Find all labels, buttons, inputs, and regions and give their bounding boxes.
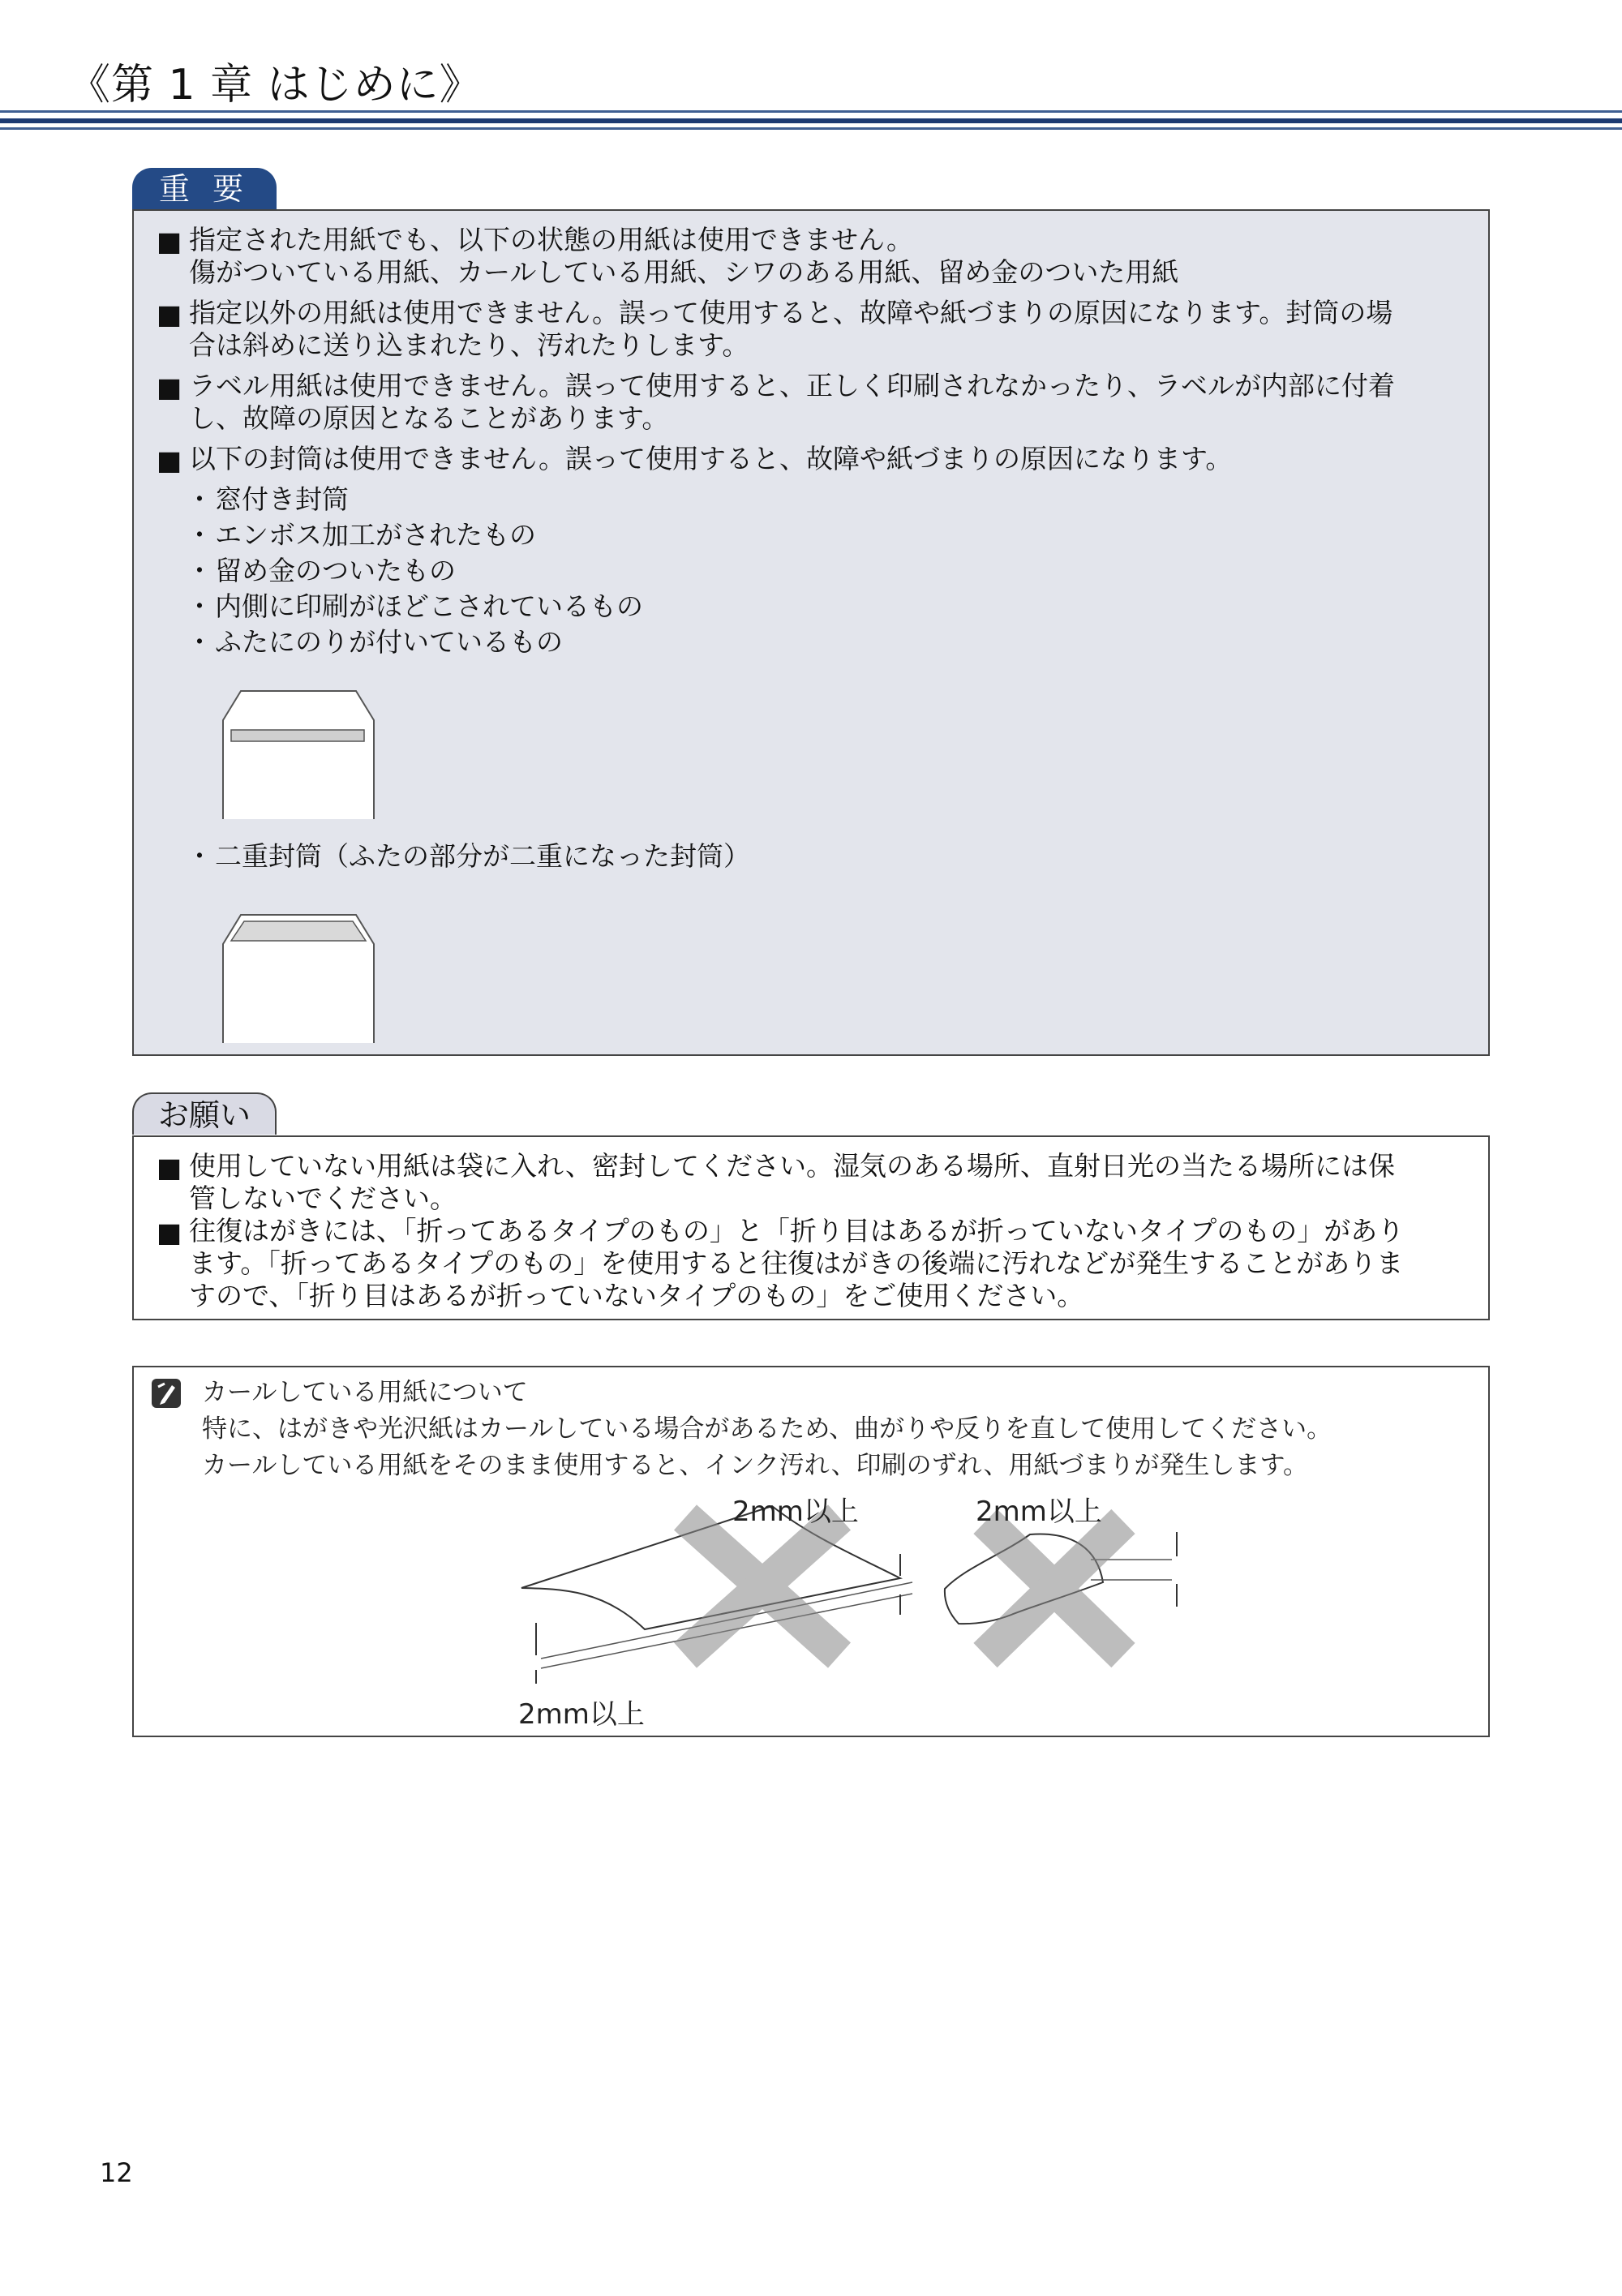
sub-item-6 <box>184 840 750 873</box>
sub-item-text: 窓付き封筒 <box>215 483 349 515</box>
sub-item-text: 二重封筒（ふたの部分が二重になった封筒） <box>215 840 750 872</box>
sub-item-text: 内側に印刷がほどこされているもの <box>215 590 643 622</box>
important-item-3-line-2: し、故障の原因となることがあります。 <box>189 402 669 434</box>
sub-item-5 <box>184 626 563 659</box>
curl-measure-label-top-right: 2mm以上 <box>976 1496 1102 1528</box>
important-item-1 <box>157 224 1470 289</box>
note-line-1: 特に、はがきや光沢紙はカールしている場合があるため、曲がりや反りを直して使用してください。 <box>202 1414 1332 1444</box>
sub-item-marker: ・ <box>186 626 213 658</box>
header-rule-middle <box>0 118 1622 123</box>
important-item-1-line-2: 傷がついている用紙、カールしている用紙、シワのある用紙、留め金のついた用紙 <box>189 256 1179 288</box>
sub-item-text: ふたにのりが付いているもの <box>215 626 563 658</box>
sub-item-marker: ・ <box>186 555 213 586</box>
important-tab: 重 要 <box>132 168 277 210</box>
memo-pencil-icon <box>152 1379 181 1408</box>
request-item-1-line-2: 管しないでください。 <box>189 1182 457 1214</box>
important-item-1-line-1: 指定された用紙でも、以下の状態の用紙は使用できません。 <box>189 224 913 255</box>
request-item-1-line-1: 使用していない用紙は袋に入れ、密封してください。湿気のある場所、直射日光の当たる場所には保 <box>189 1150 1395 1182</box>
sub-item-marker: ・ <box>186 483 213 515</box>
important-item-2 <box>157 297 1470 362</box>
important-item-4 <box>157 443 1470 475</box>
bullet-square: ■ <box>157 371 182 403</box>
important-item-3 <box>157 370 1470 435</box>
request-box <box>132 1135 1490 1320</box>
chapter-title: 《第 1 章 はじめに》 <box>68 61 483 109</box>
request-item-2-line-1: 往復はがきには、「折ってあるタイプのもの」と「折り目はあるが折っていないタイプのもの」があり <box>189 1215 1405 1247</box>
sub-item-4 <box>184 590 643 623</box>
sub-item-3 <box>184 555 456 587</box>
bullet-square: ■ <box>157 225 182 257</box>
bullet-square: ■ <box>157 1152 182 1183</box>
glued-flap-envelope-illustration <box>221 689 375 819</box>
sub-item-marker: ・ <box>186 840 213 872</box>
important-item-3-line-1: ラベル用紙は使用できません。誤って使用すると、正しく印刷されなかったり、ラベルが内部に付着 <box>189 370 1395 401</box>
header-rule-bottom <box>0 127 1622 130</box>
request-item-2-line-2: ます。「折ってあるタイプのもの」を使用すると往復はがきの後端に汚れなどが発生することがありま <box>189 1247 1404 1279</box>
sub-item-marker: ・ <box>186 519 213 551</box>
curled-paper-diagram <box>507 1485 1237 1720</box>
curl-measure-label-bottom-left: 2mm以上 <box>518 1698 645 1731</box>
note-line-2: カールしている用紙をそのまま使用すると、インク汚れ、印刷のずれ、用紙づまりが発生します。 <box>202 1451 1308 1480</box>
note-title: カールしている用紙について <box>202 1378 528 1407</box>
double-envelope-illustration <box>221 913 375 1043</box>
important-item-4-line-1: 以下の封筒は使用できません。誤って使用すると、故障や紙づまりの原因になります。 <box>189 443 1233 474</box>
sub-item-marker: ・ <box>186 590 213 622</box>
bullet-square: ■ <box>157 444 182 476</box>
request-item-2-line-3: すので、「折り目はあるが折っていないタイプのもの」をご使用ください。 <box>189 1280 1084 1311</box>
important-item-2-line-1: 指定以外の用紙は使用できません。誤って使用すると、故障や紙づまりの原因になります。封筒の場 <box>189 297 1393 328</box>
sub-item-1 <box>184 483 349 516</box>
header-rule-top <box>0 110 1622 113</box>
bullet-square: ■ <box>157 1217 182 1248</box>
request-item-1 <box>157 1150 1470 1215</box>
request-tab: お願い <box>132 1092 277 1135</box>
memo-pencil-icon-svg <box>152 1379 181 1408</box>
curl-note-box <box>132 1366 1490 1737</box>
request-item-2 <box>157 1215 1470 1312</box>
important-box <box>132 209 1490 1056</box>
curl-measure-label-top-left: 2mm以上 <box>732 1496 859 1528</box>
sub-item-2 <box>184 519 536 551</box>
page-number: 12 <box>100 2157 133 2188</box>
important-item-2-line-2: 合は斜めに送り込まれたり、汚れたりします。 <box>189 329 749 361</box>
sub-item-text: エンボス加工がされたもの <box>215 519 536 551</box>
sub-item-text: 留め金のついたもの <box>215 555 456 586</box>
bullet-square: ■ <box>157 298 182 330</box>
